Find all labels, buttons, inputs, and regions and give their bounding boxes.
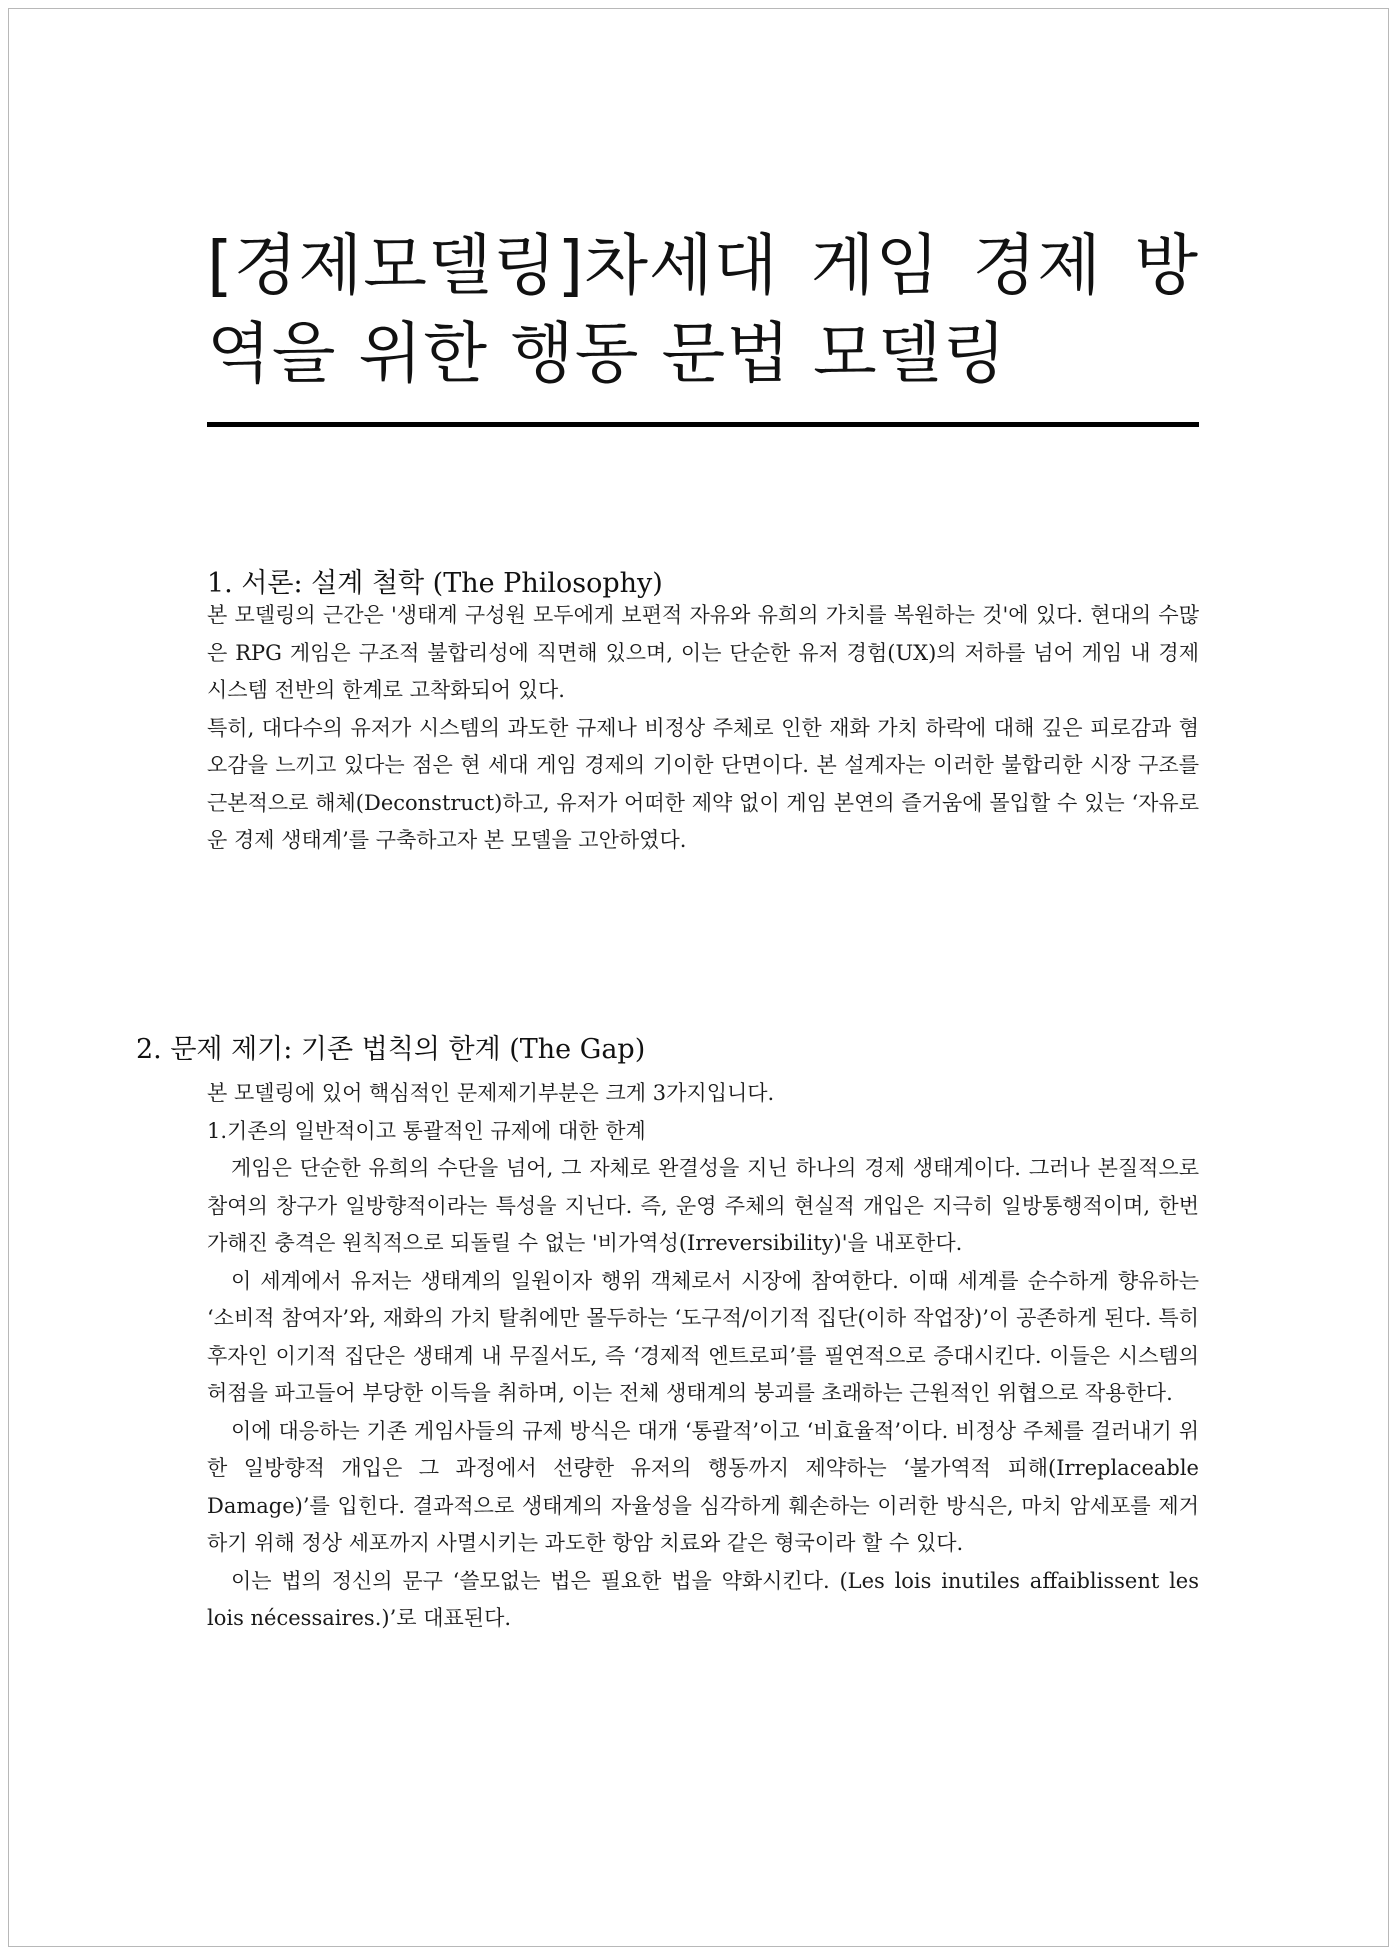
section-1-paragraph-1: 본 모델링의 근간은 '생태계 구성원 모두에게 보편적 자유와 유희의 가치를 복원하는 것'에 있다. 현대의 수많은 RPG 게임은 구조적 불합리성에 직면해 있으며, 이는 단순한 유저 경험(UX)의 저하를 넘어 게임 내 경제 시스템 전반의 한계로 고착화되어 있다. [207,603,1199,702]
section-2-paragraph-3: 이에 대응하는 기존 게임사들의 규제 방식은 대개 ‘통괄적’이고 ‘비효율적’이다. 비정상 주체를 걸러내기 위한 일방향적 개입은 그 과정에서 선량한 유저의 행동까지 제약하는 ‘불가역적 피해(Irreplaceable Damage)’를 입힌다. 결과적으로 생태계의 자율성을 심각하게 훼손하는 이러한 방식은, 마치 암세포를 제거하기 위해 정상 세포까지 사멸시키는 과도한 항암 치료와 같은 형국이라 할 수 있다. [207,1418,1199,1555]
section-2-paragraph-2: 이 세계에서 유저는 생태계의 일원이자 행위 객체로서 시장에 참여한다. 이때 세계를 순수하게 향유하는 ‘소비적 참여자’와, 재화의 가치 탈취에만 몰두하는 ‘도구적/이기적 집단(이하 작업장)’이 공존하게 된다. 특히 후자인 이기적 집단은 생태계 내 무질서도, 즉 ‘경제적 엔트로피’를 필연적으로 증대시킨다. 이들은 시스템의 허점을 파고들어 부당한 이득을 취하며, 이는 전체 생태계의 붕괴를 초래하는 근원적인 위협으로 작용한다. [207,1268,1199,1405]
section-2-subheading: 1.기존의 일반적이고 통괄적인 규제에 대한 한계 [207,1118,646,1143]
section-1-paragraph-2: 특히, 대다수의 유저가 시스템의 과도한 규제나 비정상 주체로 인한 재화 가치 하락에 대해 깊은 피로감과 혐오감을 느끼고 있다는 점은 현 세대 게임 경제의 기이한 단면이다. 본 설계자는 이러한 불합리한 시장 구조를 근본적으로 해체(Deconstruct)하고, 유저가 어떠한 제약 없이 게임 본연의 즐거움에 몰입할 수 있는 ‘자유로운 경제 생태계’를 구축하고자 본 모델을 고안하였다. [207,715,1199,852]
title-underline [207,422,1199,427]
section-2-heading: 2. 문제 제기: 기존 법칙의 한계 (The Gap) [136,1034,646,1065]
section-2-body [207,1075,1199,1638]
section-2-intro: 본 모델링에 있어 핵심적인 문제제기부분은 크게 3가지입니다. [207,1081,775,1105]
section-2-paragraph-4: 이는 법의 정신의 문구 ‘쓸모없는 법은 필요한 법을 약화시킨다. (Les lois inutiles affaiblissent les lois nécessaires.)’로 대표된다. [207,1568,1199,1630]
section-1-body [207,597,1199,860]
section-2-paragraph-1: 게임은 단순한 유희의 수단을 넘어, 그 자체로 완결성을 지닌 하나의 경제 생태계이다. 그러나 본질적으로 참여의 창구가 일방향적이라는 특성을 지닌다. 즉, 운영 주체의 현실적 개입은 지극히 일방통행적이며, 한번 가해진 충격은 원칙적으로 되돌릴 수 없는 '비가역성(Irreversibility)'을 내포한다. [207,1156,1199,1255]
document-title: [경제모델링]차세대 게임 경제 방역을 위한 행동 문법 모델링 [207,227,1199,392]
section-1-heading: 1. 서론: 설계 철학 (The Philosophy) [207,568,663,599]
